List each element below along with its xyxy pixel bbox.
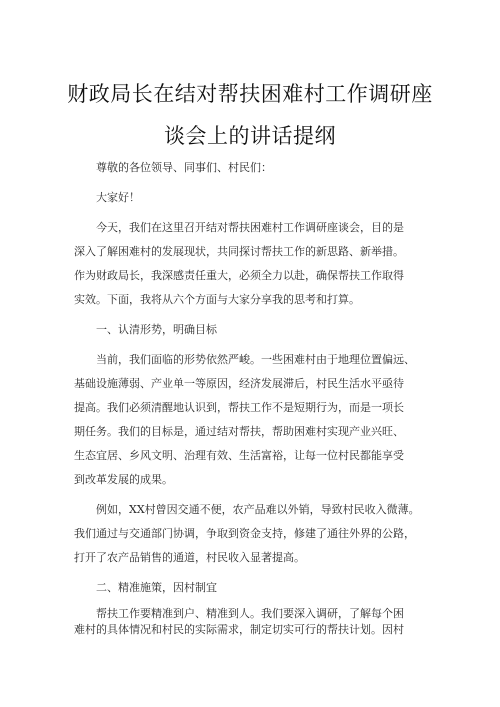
document-title-line-2: 谈会上的讲话提纲 <box>164 124 336 148</box>
paragraph-line: 期任务。我们的目标是，通过结对帮扶，帮助困难村实现产业兴旺、 <box>74 425 404 438</box>
paragraph <box>74 216 440 312</box>
paragraph-line: 帮扶工作要精准到户、精准到人。我们要深入调研，了解每个困 <box>96 607 404 620</box>
paragraph <box>74 576 440 600</box>
document-title-line-1: 财政局长在结对帮扶困难村工作调研座 <box>67 82 433 106</box>
paragraph <box>74 606 440 638</box>
paragraph-line: 打开了农产品销售的通道，村民收入显著提高。 <box>74 551 305 564</box>
paragraph-line: 今天，我们在这里召开结对帮扶困难村工作调研座谈会，目的是 <box>96 221 404 234</box>
paragraph-line: 提高。我们必须清醒地认识到，帮扶工作不是短期行为，而是一项长 <box>74 401 404 414</box>
paragraph-line: 生态宜居、乡风文明、治理有效、生活富裕，让每一位村民都能享受 <box>74 449 404 462</box>
paragraph-line: 作为财政局长，我深感责任重大，必须全力以赴，确保帮扶工作取得 <box>74 269 404 282</box>
paragraph <box>74 498 440 570</box>
paragraph-line: 当前，我们面临的形势依然严峻。一些困难村由于地理位置偏远、 <box>96 353 415 366</box>
paragraph-line: 大家好！ <box>96 191 140 204</box>
paragraph <box>74 186 440 210</box>
paragraph-line: 实效。下面，我将从六个方面与大家分享我的思考和打算。 <box>74 293 360 306</box>
paragraph-line: 到改革发展的成果。 <box>74 473 173 486</box>
paragraph-line: 我们通过与交通部门协调，争取到资金支持，修建了通往外界的公路， <box>74 527 415 540</box>
paragraph-line: 深入了解困难村的发展现状，共同探讨帮扶工作的新思路、新举措。 <box>74 245 404 258</box>
paragraph-line: 基础设施薄弱、产业单一等原因，经济发展滞后，村民生活水平亟待 <box>74 377 404 390</box>
paragraph-line: 尊敬的各位领导、同事们、村民们： <box>96 161 272 174</box>
paragraph-line: 二、精准施策，因村制宜 <box>96 581 217 594</box>
paragraph <box>74 318 440 342</box>
paragraph-line: 一、认清形势，明确目标 <box>96 323 217 336</box>
document-body <box>74 156 440 644</box>
paragraph <box>74 348 440 492</box>
paragraph <box>74 156 440 180</box>
paragraph-line: 难村的具体情况和村民的实际需求，制定切实可行的帮扶计划。因村 <box>74 623 404 636</box>
paragraph-line: 例如，XX村曾因交通不便，农产品难以外销，导致村民收入微薄。 <box>96 503 420 516</box>
